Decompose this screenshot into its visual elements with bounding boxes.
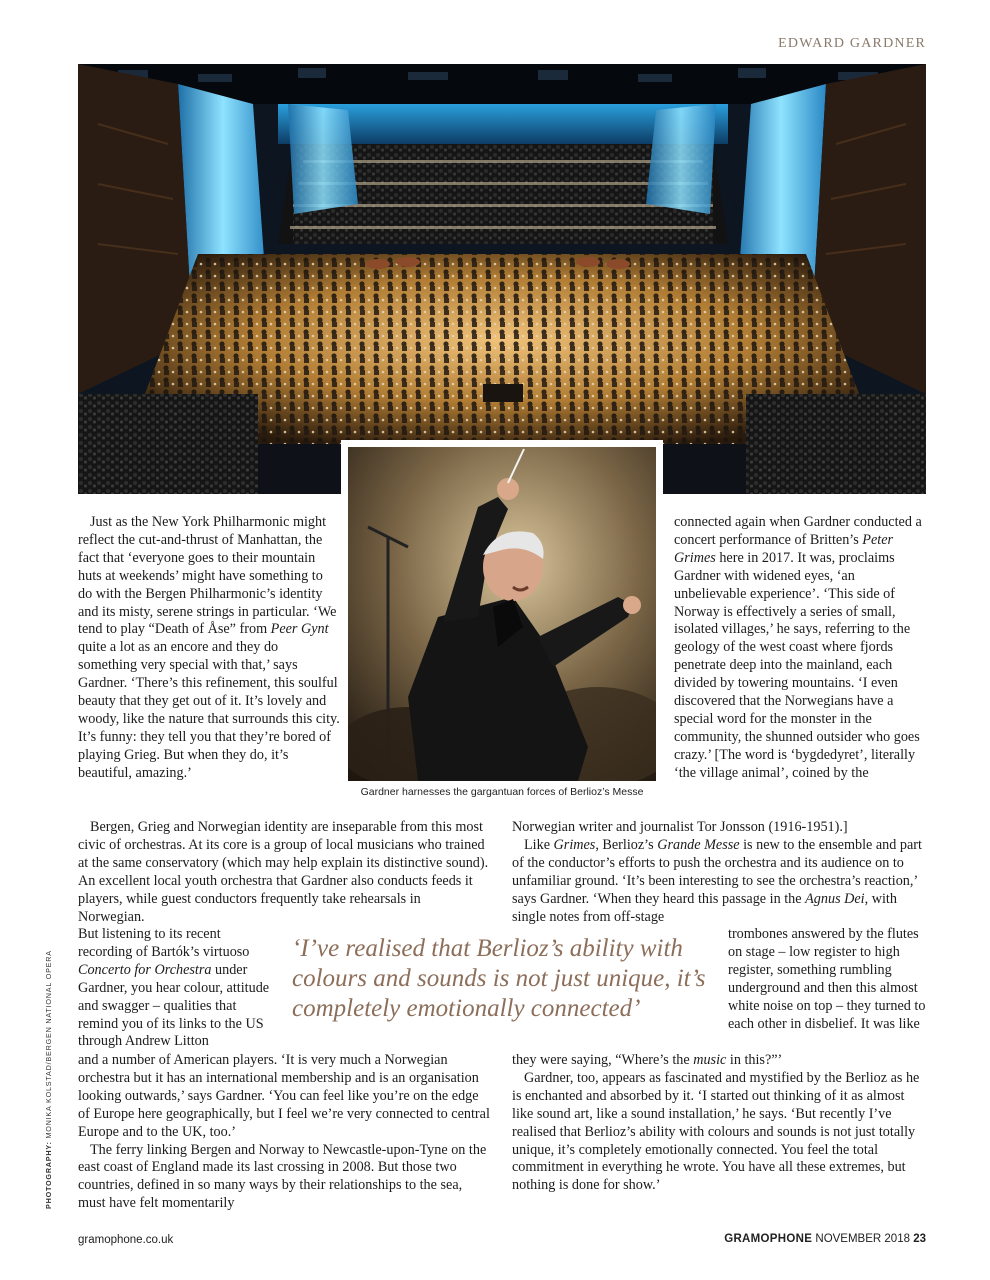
text-run: , with single notes from off-stage [512, 890, 897, 925]
article-paragraph: Gardner, too, appears as fascinated and mystified by the Berlioz as he is enchanted and absorbed by it. ‘I started out thinking of it as almost like sound art, like a sound installation,’ he says. ‘But recently I’ve realised that Berlioz’s ability with colours and sounds is not just totally unique, it’s completely emotionally connected. You feel the total commitment in everything he wrote. You have all these extremes, but nothing is done for show.’ [512, 1069, 920, 1194]
italic-title: Peer Gynt [270, 621, 329, 638]
text-run: connected again when Gardner conducted a concert performance of Britten’s [674, 514, 922, 548]
article-paragraph: Norwegian writer and journalist Tor Jonsson (1916-1951).] [512, 819, 848, 835]
article-paragraph: Bergen, Grieg and Norwegian identity are inseparable from this most civic of orchestras. At its core is a group of local musicians who trained at the same conservatory (which may help explain its distinctive sound). An excellent local youth orchestra that Gardner also conducts feeds it players, while guest conductors frequently take rehearsals in Norwegian. [78, 819, 489, 925]
text-run: here in 2017. It was, proclaims Gardner with widened eyes, ‘an unbelievable experience’. ‘This side of Norway is effectively a series of small, isolated villages,’ he says, referring to the geology of the west coast where fjords penetrate deep into the mainland, each divided by towering mountains. ‘I even discovered that the Norwegians have a special word for the monster in the community, the shunned outsider who goes crazy.’ [The word is ‘bygdedyret’, literally ‘the village animal’, coined by the [674, 549, 920, 781]
italic-title: Agnus Dei [805, 890, 865, 907]
article-paragraph [78, 514, 340, 783]
italic-title: Concerto for Orchestra [78, 961, 212, 978]
text-run: in this?”’ [726, 1052, 783, 1068]
article-column-right-wide [512, 819, 926, 926]
photo-caption: Gardner harnesses the gargantuan forces of Berlioz’s Messe [360, 786, 644, 798]
footer-url[interactable]: gramophone.co.uk [78, 1234, 174, 1246]
article-paragraph [512, 1052, 926, 1070]
article-paragraph: trombones answered by the flutes on stage – low register to high register, something rumbling underground and then this almost white noise on top – they turned to each other in disbelief. It was like [728, 926, 926, 1032]
footer-brand: GRAMOPHONE [724, 1233, 813, 1245]
article-paragraph: and a number of American players. ‘It is very much a Norwegian orchestra but it has an international membership and is an organisation looking outwards,’ says Gardner. ‘You can feel like you’re on the edge of Europe here geographically, but I feel we’re very connected to central Europe and to the UK, too.’ [78, 1052, 490, 1140]
text-run: under Gardner, you hear colour, attitude and swagger – qualities that remind you of its links to the US through Andrew Litton [78, 961, 270, 1050]
article-paragraph [78, 926, 278, 1051]
article-column-left-narrow [78, 926, 278, 1051]
page-number: 23 [913, 1233, 926, 1245]
footer-issue: NOVEMBER 2018 [815, 1233, 910, 1245]
article-column-left-top [78, 514, 340, 783]
text-run: Just as the New York Philharmonic might reflect the cut-and-thrust of Manhattan, the fact that ‘everyone goes to their mountain huts at weekends’ might have something to do with the Bergen Philharmonic’s identity and its misty, serene strings in particular. ‘We tend to play “Death of Åse” from [78, 514, 337, 638]
pull-quote: ‘I’ve realised that Berlioz’s ability with colours and sounds is not just unique, it’s completely emotionally connected’ [292, 935, 706, 1022]
italic-title: Grimes [553, 836, 596, 853]
italic-word: music [693, 1052, 727, 1068]
article-column-right-bottom [512, 1052, 926, 1195]
photo-credit-label: PHOTOGRAPHY: [44, 1141, 53, 1209]
footer-folio [724, 1233, 926, 1245]
article-column-left-wide [78, 819, 490, 926]
hero-photo [78, 64, 926, 494]
conductor-illustration [348, 447, 656, 781]
article-paragraph: The ferry linking Bergen and Norway to Newcastle-upon-Tyne on the east coast of England made its last crossing in 2008. But those two countries, defined in so many ways by their relationships to the sea, must have felt momentarily [78, 1141, 487, 1212]
article-column-right-narrow [728, 926, 926, 1033]
text-run: is new to the ensemble and part of the conductor’s efforts to push the orchestra and its audience on to unfamiliar ground. ‘It’s been interesting to see the orchestra’s reaction,’ says Gardner. ‘When they heard this passage in the [512, 836, 922, 907]
hero-photo-illustration [78, 64, 926, 494]
inset-photo [348, 447, 656, 781]
text-run: Like [524, 836, 554, 853]
photo-credit [44, 950, 58, 1209]
text-run: quite a lot as an encore and they do something very special with that,’ says Gardner. ‘There’s this refinement, this soulful beauty that they get out of it. It’s lovely and woody, like the nature that surrounds this city. It’s funny: they tell you that they’re bored of playing Grieg. But when they do, it’s beautiful, amazing.’ [78, 639, 340, 781]
italic-title: Peter Grimes [674, 531, 894, 566]
text-run: , Berlioz’s [595, 836, 658, 853]
text-run: they were saying, “Where’s the [512, 1052, 694, 1068]
article-column-left-bottom [78, 1052, 490, 1213]
photo-credit-names: MONIKA KOLSTAD/BERGEN NATIONAL OPERA [44, 950, 53, 1142]
article-paragraph [674, 514, 926, 783]
italic-title: Grande Messe [657, 836, 740, 853]
text-run: But listening to its recent recording of Bartók’s virtuoso [78, 926, 250, 960]
running-head: EDWARD GARDNER [778, 36, 926, 51]
article-column-right-top [674, 514, 926, 783]
article-paragraph [512, 837, 926, 927]
